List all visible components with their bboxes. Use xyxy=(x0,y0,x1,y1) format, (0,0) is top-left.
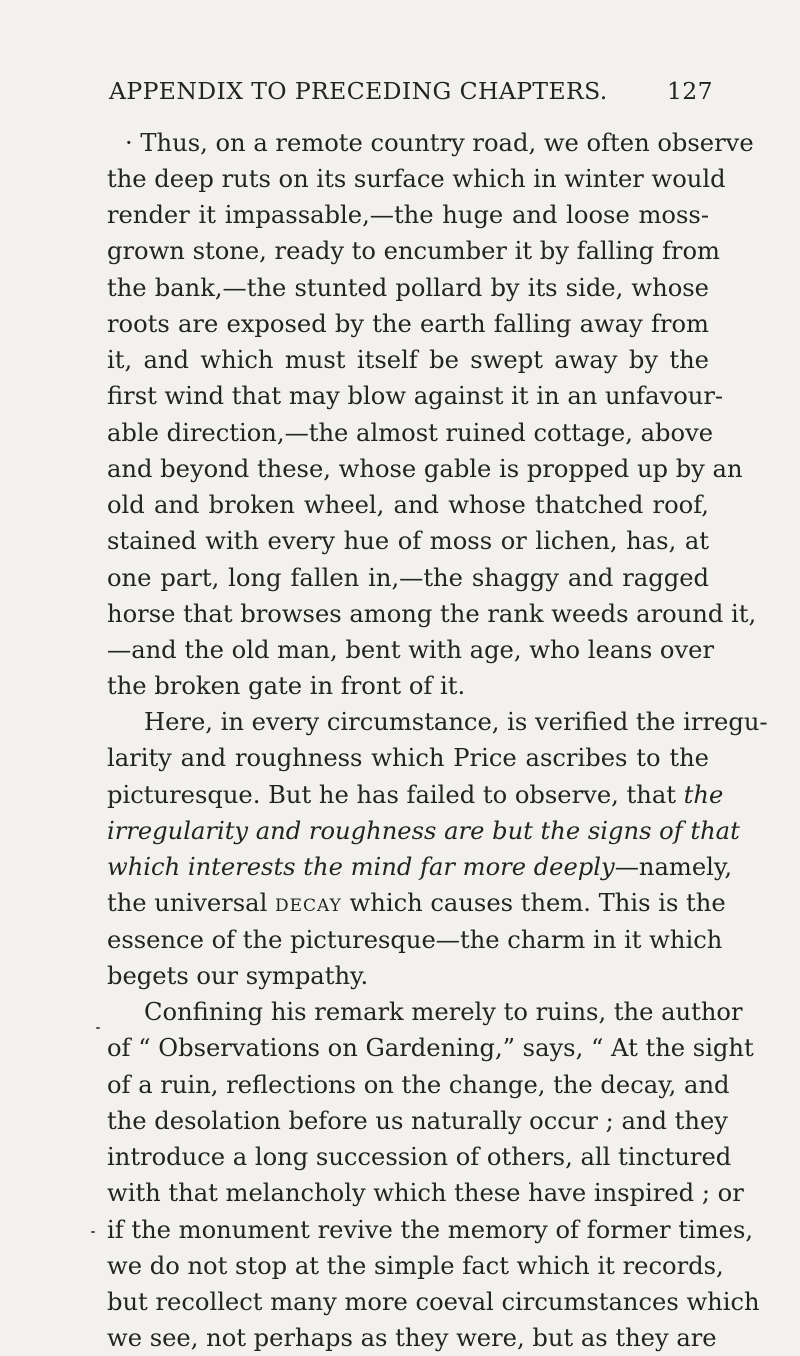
chapter-title: APPENDIX TO PRECEDING CHAPTERS. xyxy=(109,77,608,105)
text-line: old and broken wheel, and whose thatched roof, xyxy=(107,491,709,519)
text-line: the deep ruts on its surface which in winter would xyxy=(107,165,726,193)
text-line: horse that browses among the rank weeds around it, xyxy=(107,600,757,628)
text-line: stained with every hue of moss or lichen, has, at xyxy=(107,527,709,555)
text-line: able direction,—the almost ruined cottage, above xyxy=(107,419,714,447)
small-caps-text: DECAY xyxy=(275,896,342,916)
text-line: and beyond these, whose gable is propped up by an xyxy=(107,455,743,483)
text-line: introduce a long succession of others, all tinctured xyxy=(107,1143,732,1171)
text-line: we do not stop at the simple fact which it records, xyxy=(107,1252,724,1280)
text-line: if the monument revive the memory of former times, xyxy=(107,1216,754,1244)
paper-speck xyxy=(96,1027,100,1029)
text-line: the bank,—the stunted pollard by its side, whose xyxy=(107,274,709,302)
text-line: grown stone, ready to encumber it by falling from xyxy=(107,237,720,265)
text-line: irregularity and roughness are but the signs of that xyxy=(107,817,740,845)
text-line: with that melancholy which these have inspired ; or xyxy=(107,1179,744,1207)
italic-text: the xyxy=(683,781,724,809)
text-line: essence of the picturesque—the charm in it which xyxy=(107,926,723,954)
text-line: —and the old man, bent with age, who leans over xyxy=(107,636,715,664)
text-line: larity and roughness which Price ascribes to the xyxy=(107,744,709,772)
text-line: of “ Observations on Gardening,” says, “ At the sight xyxy=(107,1034,754,1062)
text-line: it, and which must itself be swept away by the xyxy=(107,346,709,374)
text-line: first wind that may blow against it in an unfavour- xyxy=(107,382,724,410)
text-line: we see, not perhaps as they were, but as they are xyxy=(107,1324,717,1352)
text-line: begets our sympathy. xyxy=(107,962,369,990)
text-line: one part, long fallen in,—the shaggy and ragged xyxy=(107,564,709,592)
leading-dot-mark: · xyxy=(125,129,133,157)
italic-text: which interests the mind far more deeply xyxy=(107,853,615,881)
text-line: · Thus, on a remote country road, we often observe xyxy=(125,129,754,157)
text-line: the desolation before us naturally occur ; and they xyxy=(107,1107,728,1135)
page-number: 127 xyxy=(666,77,713,105)
text-line: the broken gate in front of it. xyxy=(107,672,466,700)
text-line: of a ruin, reflections on the change, the decay, and xyxy=(107,1071,730,1099)
text-line: roots are exposed by the earth falling away from xyxy=(107,310,709,338)
text-line: render it impassable,—the huge and loose moss- xyxy=(107,201,709,229)
text-line: Here, in every circumstance, is verified the irregu- xyxy=(144,708,768,736)
paper-speck xyxy=(91,1231,95,1233)
text-line: but recollect many more coeval circumstances which xyxy=(107,1288,760,1316)
text-line: picturesque. But he has failed to observe, that the xyxy=(107,781,724,809)
text-line: which interests the mind far more deeply—namely, xyxy=(107,853,733,881)
text-line: Confining his remark merely to ruins, the author xyxy=(144,998,743,1026)
text-line: the universal DECAY which causes them. This is the xyxy=(107,889,726,917)
